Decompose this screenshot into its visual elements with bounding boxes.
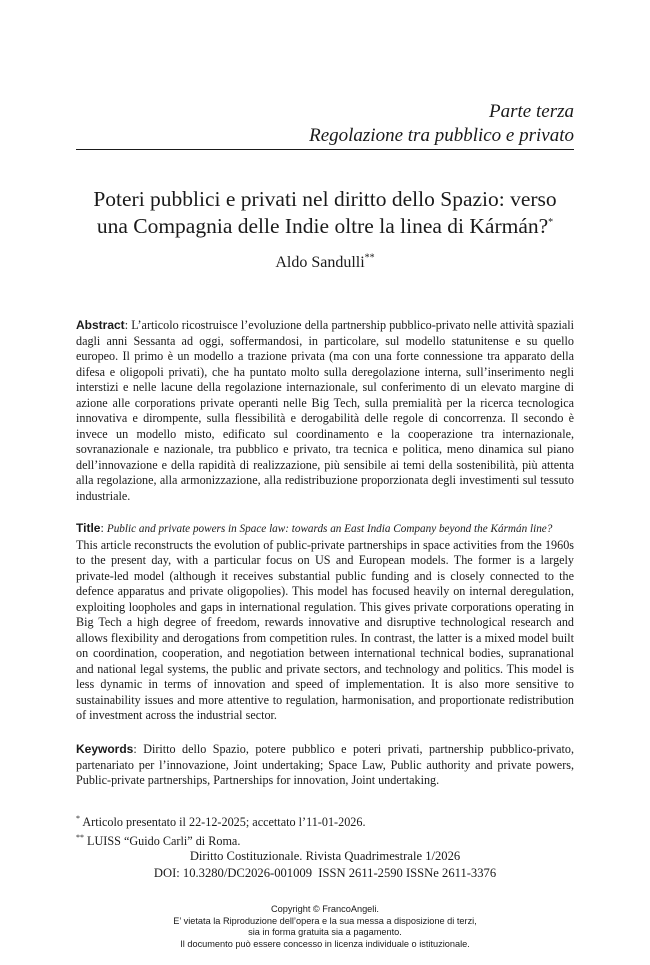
article-title (70, 186, 580, 240)
journal-info (76, 848, 574, 881)
journal-name: Diritto Costituzionale. Rivista Quadrimestrale 1/2026 (189, 849, 461, 863)
footnote-1-text: Articolo presentato il 22-12-2025; accettato l’11-01-2026. (80, 815, 366, 830)
footnote-2 (76, 830, 366, 849)
part-label: Parte terza (489, 101, 574, 122)
footnote-2-mark: ** (76, 833, 84, 843)
footnotes (76, 811, 366, 849)
part-header (309, 100, 574, 148)
english-title-separator: : (100, 521, 107, 535)
title-line-2: una Compagnia delle Indie oltre la linea di Kármán? (96, 214, 549, 238)
english-abstract-text: This article reconstructs the evolution of public-private partnerships in space activities from the 1960s to the present day, with a particular focus on US and European models. The former is a largely private-led model (although it receives substantial public funding and is closely connected to the defence apparatus and private oligopolies). This model has focused heavily on internal deregulation, exploiting loopholes and gaps in international regulation. This gives private corporations operating in Big Tech a high degree of freedom, rewards innovative and disruptive technological research and allows flexibility and derogations from competition rules. In contrast, the latter is a mixed model built on coordination, cooperation, and negotiation between international technical bodies, supranational and national legal systems, the public and private sectors, and technology and politics. This model is less dynamic in terms of innovation and speed of implementation. It is also more sensitive to sustainability issues and more attentive to regulation, harmonisation, and proportionate redistribution of investment across the industrial sector. (76, 537, 574, 722)
keywords-label: Keywords (76, 742, 134, 756)
title-footnote-mark: * (548, 216, 554, 228)
abstract-section (76, 318, 574, 504)
footnote-2-text: LUISS “Guido Carli” di Roma. (84, 834, 241, 849)
english-abstract-section (76, 521, 574, 724)
author-text: Aldo Sandulli (275, 254, 365, 271)
part-subtitle: Regolazione tra pubblico e privato (309, 125, 574, 146)
english-title-label: Title (76, 521, 101, 535)
copyright-line-4: Il documento può essere concesso in licenza individuale o istituzionale. (180, 938, 470, 949)
abstract-label: Abstract (76, 318, 125, 332)
copyright-line-1: Copyright © FrancoAngeli. (271, 904, 379, 914)
journal-doi-issn: DOI: 10.3280/DC2026-001009 ISSN 2611-2590 ISSNe 2611-3376 (153, 865, 497, 880)
author-name (76, 254, 574, 272)
title-line-1: Poteri pubblici e privati nel diritto dello Spazio: verso (93, 187, 557, 211)
copyright-notice (76, 904, 574, 950)
keywords-section (76, 742, 574, 789)
copyright-line-2: E’ vietata la Riproduzione dell’opera e la sua messa a disposizione di terzi, (173, 915, 477, 926)
keywords-text: : Diritto dello Spazio, potere pubblico e poteri privati, partnership pubblico-privato, partenariato per l’innovazione, Joint undertaking; Space Law, Public authority and private powers, Public-private partnerships, Partnerships for innovation, Joint undertaking. (76, 742, 574, 787)
author-footnote-mark: ** (364, 252, 375, 264)
abstract-text: : L’articolo ricostruisce l’evoluzione della partnership pubblico-privato nelle attività spaziali dagli anni Sessanta ad oggi, soffermandosi, in particolare, sul modello statunitense e su quello europeo. Il primo è un modello a trazione privata (ma con una forte connessione tra apparato della difesa e oligopoli privati), che ha puntato molto sulla deregolazione interna, sull’inserimento negli interstizi e nelle lacune della regolazione internazionale, sul conferimento di un elevato margine di azione alle corporations private operanti nelle Big Tech, sulla premialità per la ricerca tecnologica innovativa e dirompente, sulla flessibilità e derogabilità delle regole di concorrenza. Il secondo è invece un modello misto, edificato sul coordinamento e la cooperazione tra internazionale, sovranazionale e nazionale, tra pubblico e privato, tra tecnica e politica, meno dinamica sul piano dell’innovazione e della rapidità di realizzazione, più sensibile ai temi della sostenibilità, più attenta alla regolazione, alla armonizzazione, alla redistribuzione proporzionata degli investimenti sul tessuto industriale. (76, 318, 574, 503)
header-rule (76, 149, 574, 150)
footnote-1 (76, 811, 366, 830)
footnote-1-mark: * (76, 814, 80, 823)
english-title: Public and private powers in Space law: towards an East India Company beyond the Kármán line? (106, 523, 553, 535)
copyright-line-3: sia in forma gratuita sia a pagamento. (248, 927, 402, 937)
